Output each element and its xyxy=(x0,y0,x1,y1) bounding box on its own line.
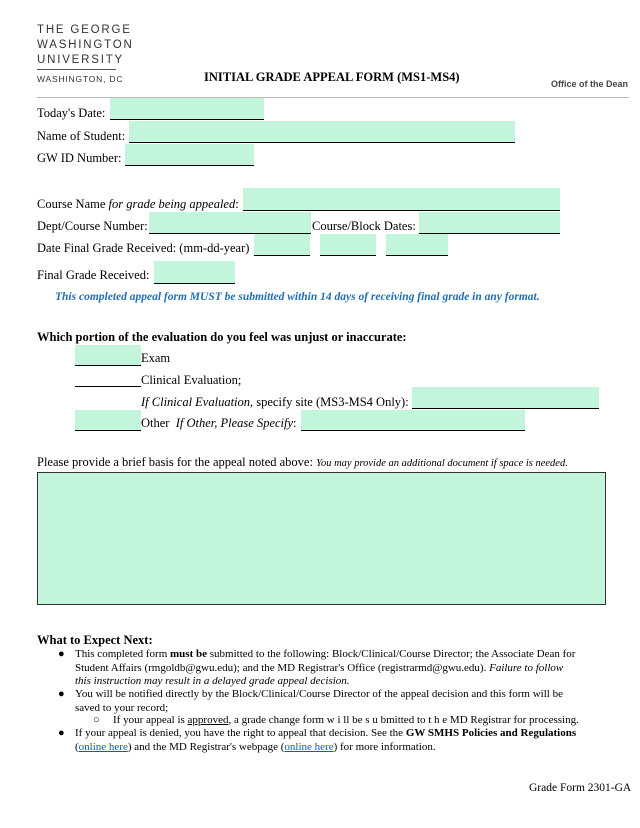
submission-notice: This completed appeal form MUST be submitted within 14 days of receiving final grade in any format. xyxy=(55,291,540,303)
basis-hint: You may provide an additional document if space is needed. xyxy=(316,458,568,469)
registrar-link[interactable]: online here xyxy=(284,740,334,753)
evaluation-question: Which portion of the evaluation do you feel was unjust or inaccurate: xyxy=(37,330,407,344)
if-clinical-italic: If Clinical Evaluation xyxy=(141,395,251,409)
other-label xyxy=(141,416,297,431)
if-other-italic: If Other, Please Specify xyxy=(175,416,294,430)
gw-id-field[interactable] xyxy=(125,144,254,166)
b1-italic-2: this instruction may result in a delayed grade appeal decision. xyxy=(75,675,350,687)
student-name-label: Name of Student: xyxy=(37,129,126,143)
bullet-3 xyxy=(58,727,620,754)
b1-text: This completed form xyxy=(75,648,171,660)
b1-italic: Failure to follow xyxy=(489,661,564,674)
course-block-dates-field[interactable] xyxy=(419,212,560,234)
b3-text: If your appeal is denied, you have the right to appeal that decision. See the xyxy=(75,727,406,739)
other-specify-field[interactable] xyxy=(301,410,525,431)
b1-bold: must be xyxy=(170,648,207,660)
course-name-field[interactable] xyxy=(243,188,560,211)
form-number: Grade Form 2301-GA xyxy=(529,782,632,794)
sub-approved: approved xyxy=(187,714,229,726)
logo-line-1: THE GEORGE xyxy=(37,24,132,36)
bullet-1 xyxy=(58,648,615,689)
specify-site-label xyxy=(141,395,409,410)
sub-text-2: , a grade change form w i ll be s u bmitted to t h e MD Registrar for processing. xyxy=(228,714,579,726)
student-name-field[interactable] xyxy=(129,121,515,143)
logo-line-2: WASHINGTON xyxy=(37,39,134,51)
final-grade-field[interactable] xyxy=(154,261,235,284)
exam-checkbox[interactable] xyxy=(75,345,141,366)
other-colon: : xyxy=(293,416,297,430)
other-text: Other xyxy=(141,416,170,430)
clinical-site-field[interactable] xyxy=(412,387,599,409)
course-block-dates-label: Course/Block Dates: xyxy=(312,219,416,233)
logo-divider xyxy=(37,69,116,70)
clinical-checkbox[interactable] xyxy=(75,369,141,387)
logo-line-4: WASHINGTON, DC xyxy=(37,74,124,84)
b2-text-2: saved to your record; xyxy=(75,701,169,714)
b1-text-2: submitted to the following: Block/Clinical/Course Director; the Associate Dean for xyxy=(207,648,576,660)
course-name-italic: for grade being appealed xyxy=(108,197,236,211)
office-of-dean: Office of the Dean xyxy=(551,79,629,89)
circle-bullet: ○ xyxy=(93,714,100,726)
todays-date-field[interactable] xyxy=(110,98,264,120)
form-title: INITIAL GRADE APPEAL FORM (MS1-MS4) xyxy=(204,70,460,84)
b3-text-3: ) for more information. xyxy=(333,740,436,753)
next-heading: What to Expect Next: xyxy=(37,633,153,647)
bullet-dot: ● xyxy=(58,688,65,700)
date-final-grade-label: Date Final Grade Received: (mm-dd-year) xyxy=(37,241,250,255)
dept-course-field[interactable] xyxy=(149,212,311,234)
b3-text-2: ) and the MD Registrar's webpage ( xyxy=(127,740,285,753)
clinical-label: Clinical Evaluation; xyxy=(141,373,242,387)
date-dd-field[interactable] xyxy=(320,234,376,256)
other-checkbox[interactable] xyxy=(75,410,141,431)
exam-label: Exam xyxy=(141,351,171,365)
dept-course-label: Dept/Course Number: xyxy=(37,219,148,233)
basis-textarea[interactable] xyxy=(37,472,606,605)
basis-text: Please provide a brief basis for the appeal noted above: xyxy=(37,455,313,469)
sub-text: If your appeal is xyxy=(113,714,188,726)
bullet-dot: ● xyxy=(58,727,65,739)
sub-bullet xyxy=(93,714,613,728)
final-grade-label: Final Grade Received: xyxy=(37,268,150,282)
b2-text: You will be notified directly by the Block/Clinical/Course Director of the appeal decision and this form will be xyxy=(75,688,563,700)
bullet-dot: ● xyxy=(58,648,65,660)
course-name-label xyxy=(37,197,239,212)
gw-id-label: GW ID Number: xyxy=(37,151,122,165)
course-name-text: Course Name xyxy=(37,197,106,211)
b3-paren: ( xyxy=(75,740,79,753)
basis-label xyxy=(37,455,568,470)
date-year-field[interactable] xyxy=(386,234,448,256)
date-mm-field[interactable] xyxy=(254,234,310,256)
logo-line-3: UNIVERSITY xyxy=(37,54,125,66)
specify-site-text: , specify site (MS3-MS4 Only): xyxy=(250,395,409,409)
todays-date-label: Today's Date: xyxy=(37,106,106,120)
b3-bold: GW SMHS Policies and Regulations xyxy=(405,727,577,739)
b1-text-3: Student Affairs (rmgoldb@gwu.edu); and the MD Registrar's Office (registrarmd@gwu.edu). xyxy=(75,661,490,674)
policies-link[interactable]: online here xyxy=(78,740,128,753)
course-name-colon: : xyxy=(235,197,239,211)
bullet-2 xyxy=(58,688,615,715)
